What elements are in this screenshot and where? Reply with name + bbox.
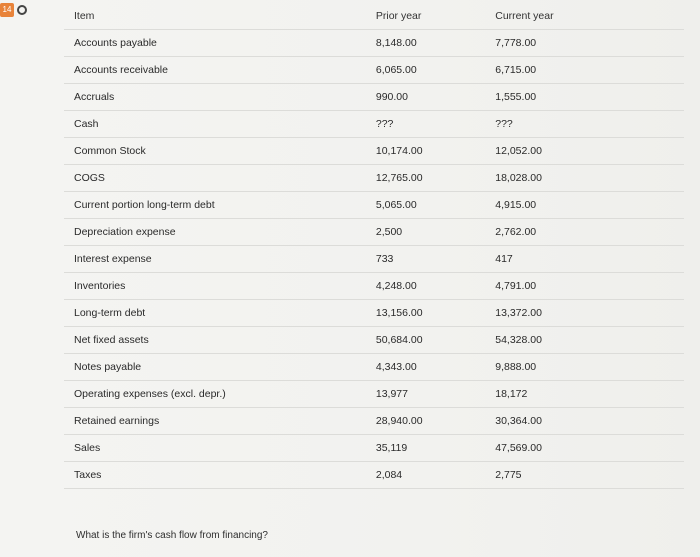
row-current-value: 12,052.00 <box>490 138 684 165</box>
table-row <box>64 84 684 111</box>
table-row <box>64 273 684 300</box>
row-item: Depreciation expense <box>64 219 373 246</box>
table-header-row <box>64 3 684 30</box>
row-prior-value: 13,977 <box>373 381 490 408</box>
table-row <box>64 138 684 165</box>
table-row <box>64 300 684 327</box>
row-prior-value: 6,065.00 <box>373 57 490 84</box>
row-item: Long-term debt <box>64 300 373 327</box>
row-prior-value: 50,684.00 <box>373 327 490 354</box>
table-row <box>64 354 684 381</box>
row-current-value: 2,762.00 <box>490 219 684 246</box>
row-item: Taxes <box>64 462 373 489</box>
row-prior-value: 5,065.00 <box>373 192 490 219</box>
circle-icon <box>17 5 27 15</box>
row-current-value: 30,364.00 <box>490 408 684 435</box>
row-prior-value: 12,765.00 <box>373 165 490 192</box>
table-row <box>64 462 684 489</box>
row-item: Interest expense <box>64 246 373 273</box>
row-current-value: 7,778.00 <box>490 30 684 57</box>
row-item: Cash <box>64 111 373 138</box>
table-row <box>64 327 684 354</box>
financial-data-table <box>64 3 684 489</box>
row-prior-value: 4,248.00 <box>373 273 490 300</box>
row-prior-value: 28,940.00 <box>373 408 490 435</box>
header-prior-year: Prior year <box>373 3 490 30</box>
table-row <box>64 111 684 138</box>
header-current-year: Current year <box>490 3 684 30</box>
row-current-value: 18,172 <box>490 381 684 408</box>
row-item: Notes payable <box>64 354 373 381</box>
row-prior-value: 35,119 <box>373 435 490 462</box>
row-item: Operating expenses (excl. depr.) <box>64 381 373 408</box>
row-current-value: ??? <box>490 111 684 138</box>
table-row <box>64 435 684 462</box>
row-current-value: 13,372.00 <box>490 300 684 327</box>
row-item: Accruals <box>64 84 373 111</box>
row-prior-value: 13,156.00 <box>373 300 490 327</box>
row-prior-value: 990.00 <box>373 84 490 111</box>
table-row <box>64 57 684 84</box>
row-item: Accounts payable <box>64 30 373 57</box>
table-row <box>64 165 684 192</box>
row-prior-value: 733 <box>373 246 490 273</box>
row-item: Sales <box>64 435 373 462</box>
question-text: What is the firm's cash flow from financing? <box>76 530 268 541</box>
row-current-value: 6,715.00 <box>490 57 684 84</box>
row-item: Inventories <box>64 273 373 300</box>
row-prior-value: 4,343.00 <box>373 354 490 381</box>
row-prior-value: ??? <box>373 111 490 138</box>
table-row <box>64 246 684 273</box>
row-current-value: 18,028.00 <box>490 165 684 192</box>
row-current-value: 47,569.00 <box>490 435 684 462</box>
table-row <box>64 408 684 435</box>
row-item: Current portion long-term debt <box>64 192 373 219</box>
row-current-value: 1,555.00 <box>490 84 684 111</box>
row-item: COGS <box>64 165 373 192</box>
row-current-value: 2,775 <box>490 462 684 489</box>
question-number-badge: 14 <box>0 3 14 17</box>
row-current-value: 417 <box>490 246 684 273</box>
table-row <box>64 192 684 219</box>
row-item: Common Stock <box>64 138 373 165</box>
row-current-value: 4,915.00 <box>490 192 684 219</box>
table-row <box>64 30 684 57</box>
header-item: Item <box>64 3 373 30</box>
row-prior-value: 2,500 <box>373 219 490 246</box>
row-current-value: 4,791.00 <box>490 273 684 300</box>
row-prior-value: 8,148.00 <box>373 30 490 57</box>
row-item: Retained earnings <box>64 408 373 435</box>
table-row <box>64 381 684 408</box>
row-current-value: 9,888.00 <box>490 354 684 381</box>
row-current-value: 54,328.00 <box>490 327 684 354</box>
row-item: Accounts receivable <box>64 57 373 84</box>
row-item: Net fixed assets <box>64 327 373 354</box>
row-prior-value: 2,084 <box>373 462 490 489</box>
table-row <box>64 219 684 246</box>
row-prior-value: 10,174.00 <box>373 138 490 165</box>
